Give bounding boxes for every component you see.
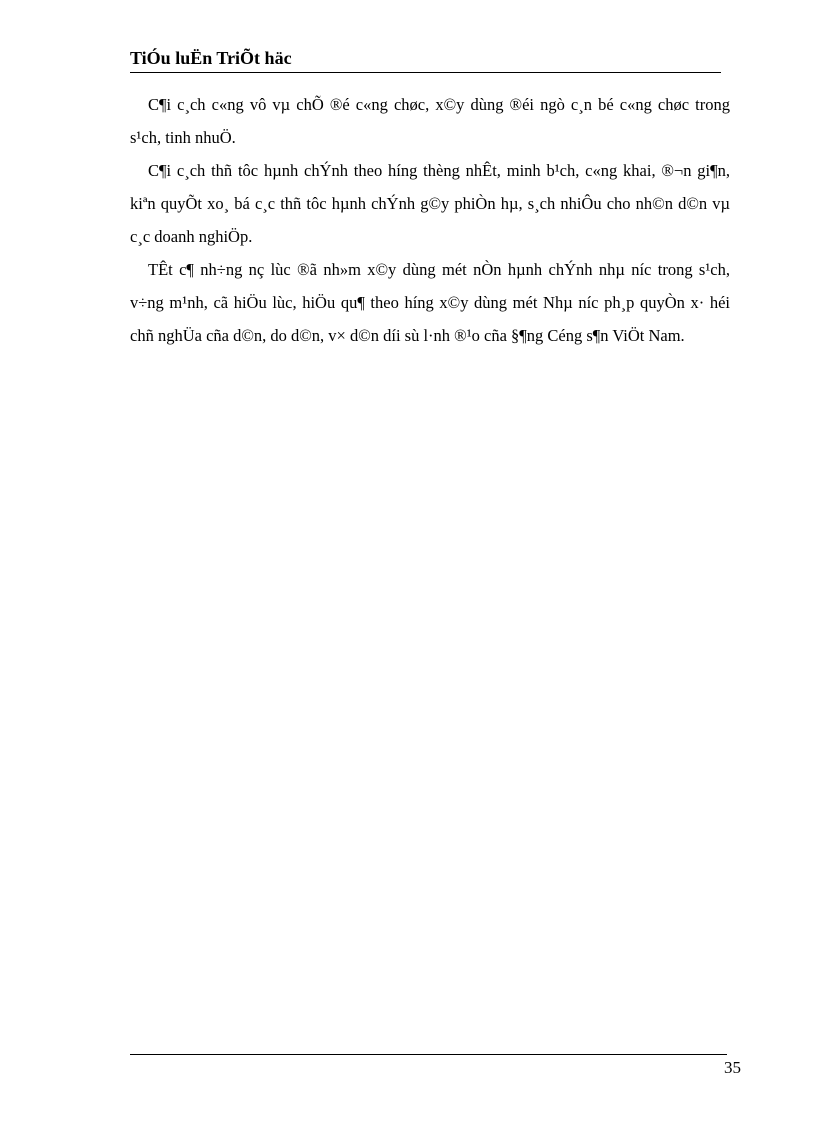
paragraph: C¶i c¸ch thñ tôc hµnh chÝnh theo híng thèng nhÊt, minh b¹ch, c«ng khai, ®¬n gi¶n, kiªn quyÕt xo¸ bá c¸c thñ tôc hµnh chÝnh g©y phiÒn hµ, s¸ch nhiÔu cho nh©n d©n vµ c¸c doanh nghiÖp. xyxy=(130,161,730,246)
footer-divider xyxy=(130,1054,727,1055)
paragraph: TÊt c¶ nh÷ng nç lùc ®ã nh»m x©y dùng mét nÒn hµnh chÝnh nhµ níc trong s¹ch, v÷ng m¹nh, cã hiÖu lùc, hiÖu qu¶ theo híng x©y dùng mét Nhµ níc ph¸p quyÒn x· héi chñ nghÜa cña d©n, do d©n, v× d©n díi sù l·nh ®¹o cña §¶ng Céng s¶n ViÖt Nam. xyxy=(130,260,730,345)
running-header-title: TiÓu luËn TriÕt häc xyxy=(130,48,292,68)
header-divider xyxy=(130,72,721,73)
page-number: 35 xyxy=(724,1058,741,1077)
body-text xyxy=(130,88,730,352)
paragraph: C¶i c¸ch c«ng vô vµ chÕ ®é c«ng chøc, x©y dùng ®éi ngò c¸n bé c«ng chøc trong s¹ch, tinh nhuÖ. xyxy=(130,95,730,147)
